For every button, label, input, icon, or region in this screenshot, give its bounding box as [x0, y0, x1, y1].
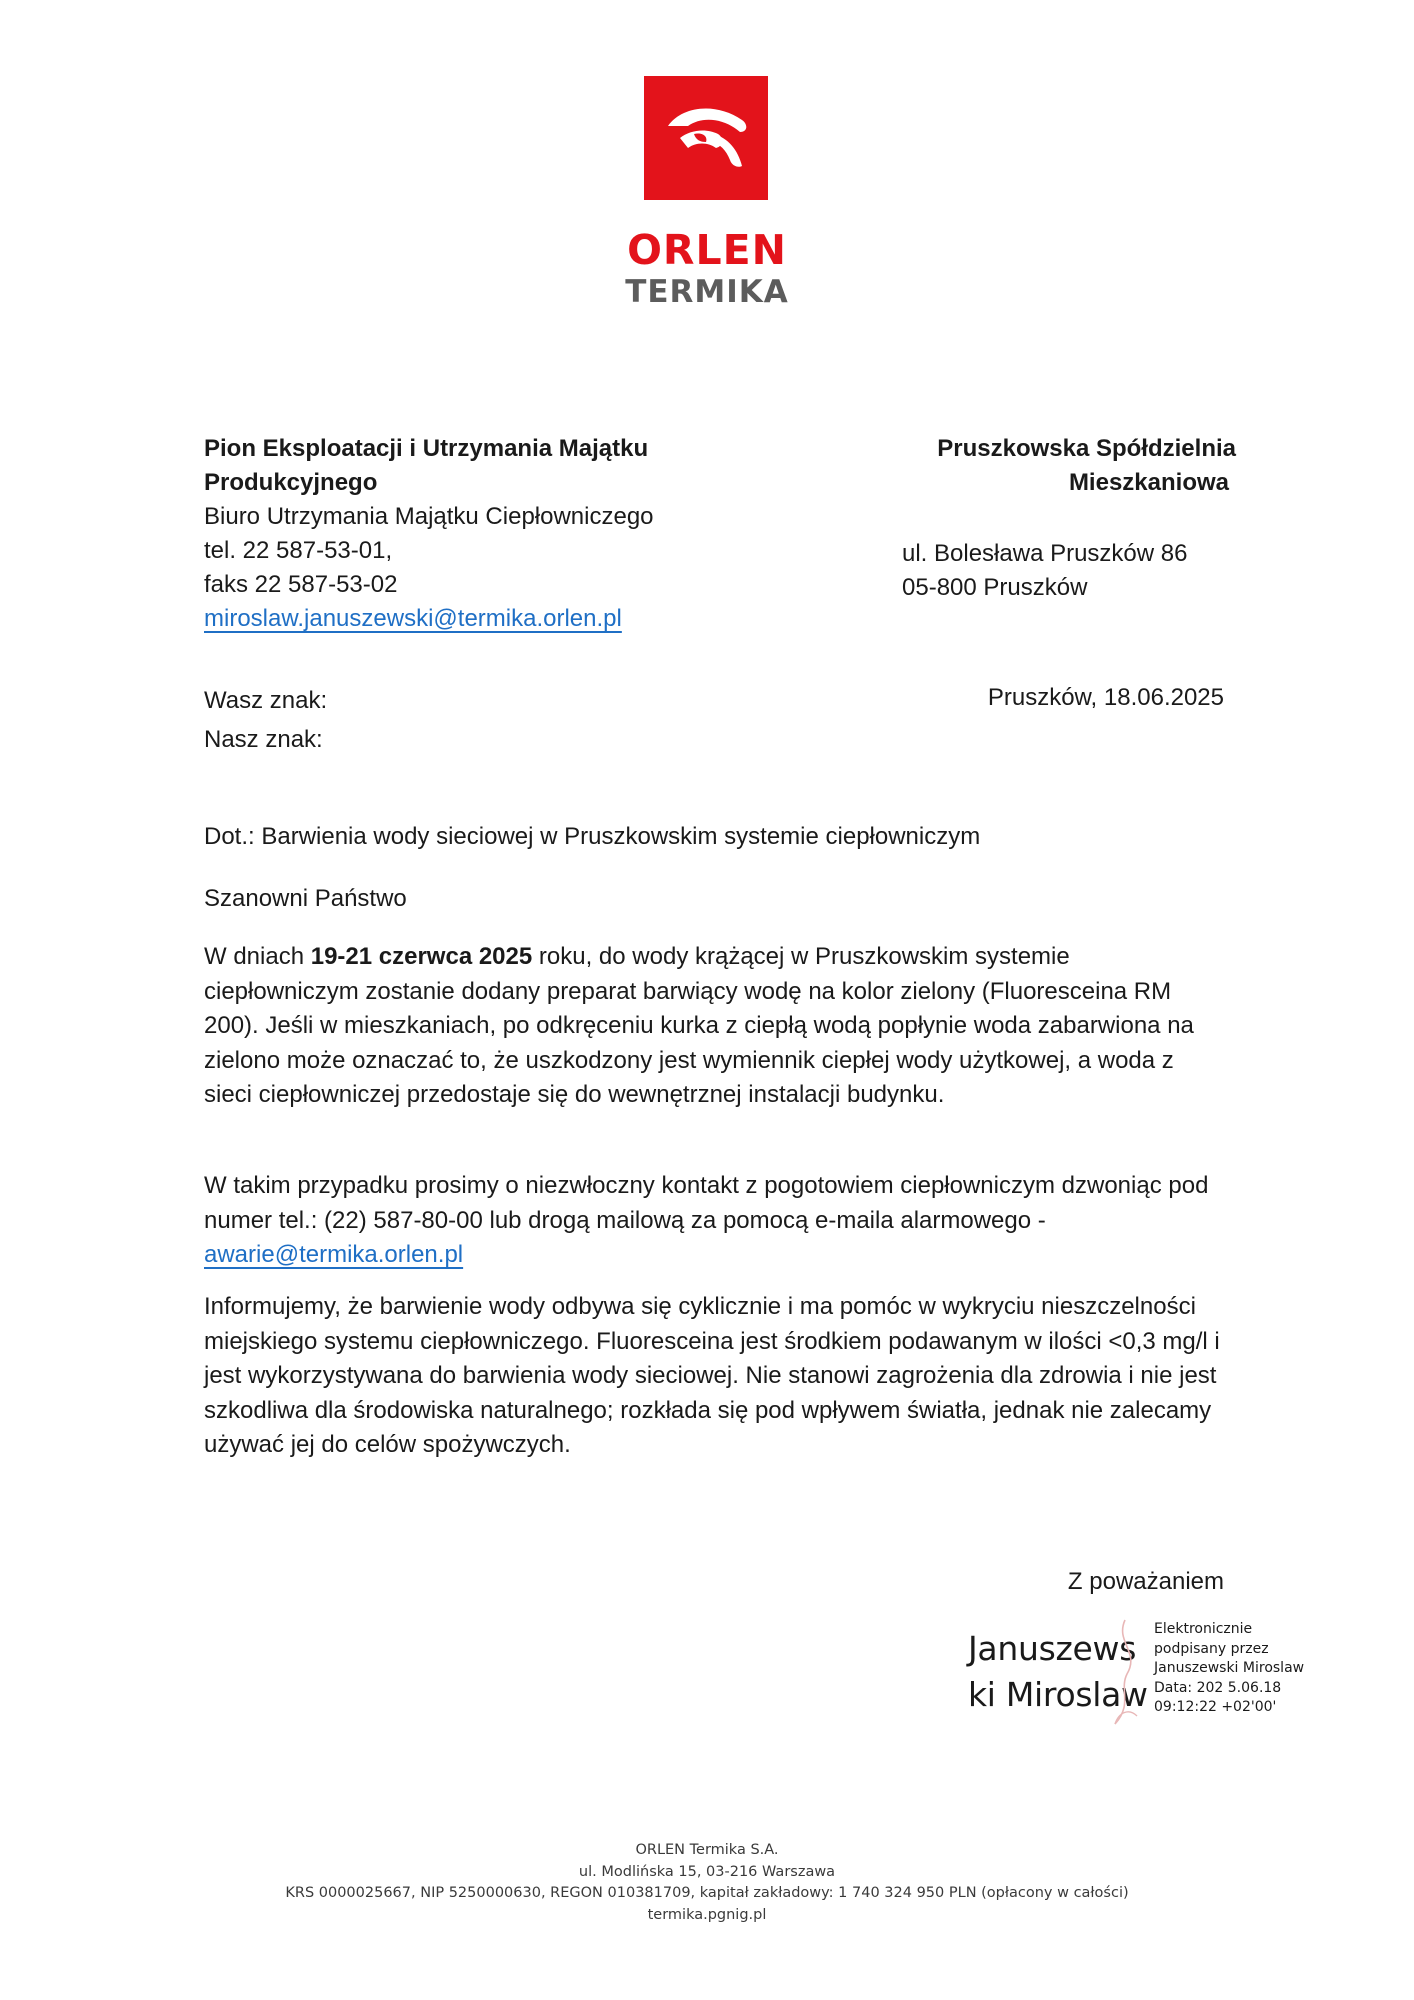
letter-paragraph-1 — [204, 940, 1224, 1113]
our-reference-label: Nasz znak: — [204, 726, 323, 753]
signature-detail-2: podpisany przez — [1154, 1640, 1269, 1657]
p1-text-start: W dniach — [204, 943, 311, 970]
sender-phone: tel. 22 587-53-01, — [204, 537, 393, 564]
recipient-name-line2: Mieszkaniowa — [1068, 469, 1229, 496]
emergency-email-link[interactable]: awarie@termika.orlen.pl — [204, 1241, 464, 1268]
sender-fax: faks 22 587-53-02 — [204, 571, 398, 598]
sender-department-line2: Produkcyjnego — [204, 469, 378, 496]
footer-registry: KRS 0000025667, NIP 5250000630, REGON 010381709, kapitał zakładowy: 1 740 324 950 PLN (opłacony w całości) — [285, 1885, 1129, 1901]
your-reference-label: Wasz znak: — [204, 687, 328, 714]
letter-paragraph-3: Informujemy, że barwienie wody odbywa się cyklicznie i ma pomóc w wykryciu nieszczelności miejskiego systemu ciepłowniczego. Fluoresceina jest środkiem podawanym w ilości <0,3 mg/l i jest wykorzystywana do barwienia wody sieciowej. Nie stanowi zagrożenia dla zdrowia i nie jest szkodliwa dla środowiska naturalnego; rozkłada się pod wpływem światła, jednak nie zalecamy używać jej do celów spożywczych. — [204, 1293, 1220, 1458]
orlen-logo-mark — [644, 76, 768, 200]
letter-paragraph-2 — [204, 1169, 1224, 1273]
recipient-name — [880, 432, 1236, 500]
recipient-street: ul. Bolesława Pruszków 86 — [902, 540, 1188, 567]
place-and-date: Pruszków, 18.06.2025 — [987, 684, 1224, 711]
sender-block — [204, 432, 724, 636]
p1-text-rest: roku, do wody krążącej w Pruszkowskim systemie ciepłowniczym zostanie dodany preparat barwiący wodę na kolor zielony (Fluoresceina RM 200). Jeśli w mieszkaniach, po odkręceniu kurka z ciepłą wodą popłynie woda zabarwiona na zielono może oznaczać to, że uszkodzony jest wymiennik ciepłej wody użytkowej, a woda z sieci ciepłowniczej przedostaje się do wewnętrznej instalacji budynku. — [204, 943, 1194, 1108]
recipient-city: 05-800 Pruszków — [902, 574, 1088, 601]
signature-detail-3: Januszewski Miroslaw — [1154, 1660, 1305, 1676]
letter-greeting: Szanowni Państwo — [204, 885, 407, 912]
digital-signature-details — [1154, 1620, 1304, 1718]
handwritten-signature-stroke — [1085, 1612, 1155, 1732]
footer-company-name: ORLEN Termika S.A. — [635, 1842, 779, 1858]
p2-text: W takim przypadku prosimy o niezwłoczny kontakt z pogotowiem ciepłowniczym dzwoniąc pod numer tel.: (22) 587-80-00 lub drogą mailową za pomocą e-maila alarmowego - — [204, 1172, 1209, 1234]
signature-detail-1: Elektronicznie — [1154, 1621, 1253, 1637]
letter-closing: Z poważaniem — [1067, 1568, 1224, 1595]
brand-name-termika: TERMIKA — [625, 274, 789, 310]
signature-name-line2: ki Miroslaw — [968, 1675, 1148, 1714]
recipient-address — [902, 537, 1242, 605]
sender-department-line1: Pion Eksploatacji i Utrzymania Majątku — [204, 435, 649, 462]
signature-name-line1: Januszews — [968, 1629, 1137, 1668]
reference-block — [204, 681, 604, 759]
footer-website-link[interactable]: termika.pgnig.pl — [647, 1906, 767, 1923]
brand-name-orlen: ORLEN — [627, 226, 787, 274]
signature-detail-5: 09:12:22 +02'00' — [1154, 1699, 1277, 1715]
p1-dates-bold: 19-21 czerwca 2025 — [310, 943, 533, 970]
recipient-name-line1: Pruszkowska Spółdzielnia — [937, 435, 1236, 462]
sender-office: Biuro Utrzymania Majątku Ciepłowniczego — [204, 503, 654, 530]
eagle-head-icon — [644, 76, 768, 200]
signature-detail-4: Data: 202 5.06.18 — [1154, 1679, 1282, 1696]
letter-subject: Dot.: Barwienia wody sieciowej w Pruszkowskim systemie ciepłowniczym — [204, 823, 981, 850]
company-footer — [207, 1840, 1207, 1926]
sender-email-link[interactable]: miroslaw.januszewski@termika.orlen.pl — [204, 605, 622, 632]
footer-address: ul. Modlińska 15, 03-216 Warszawa — [578, 1863, 836, 1880]
